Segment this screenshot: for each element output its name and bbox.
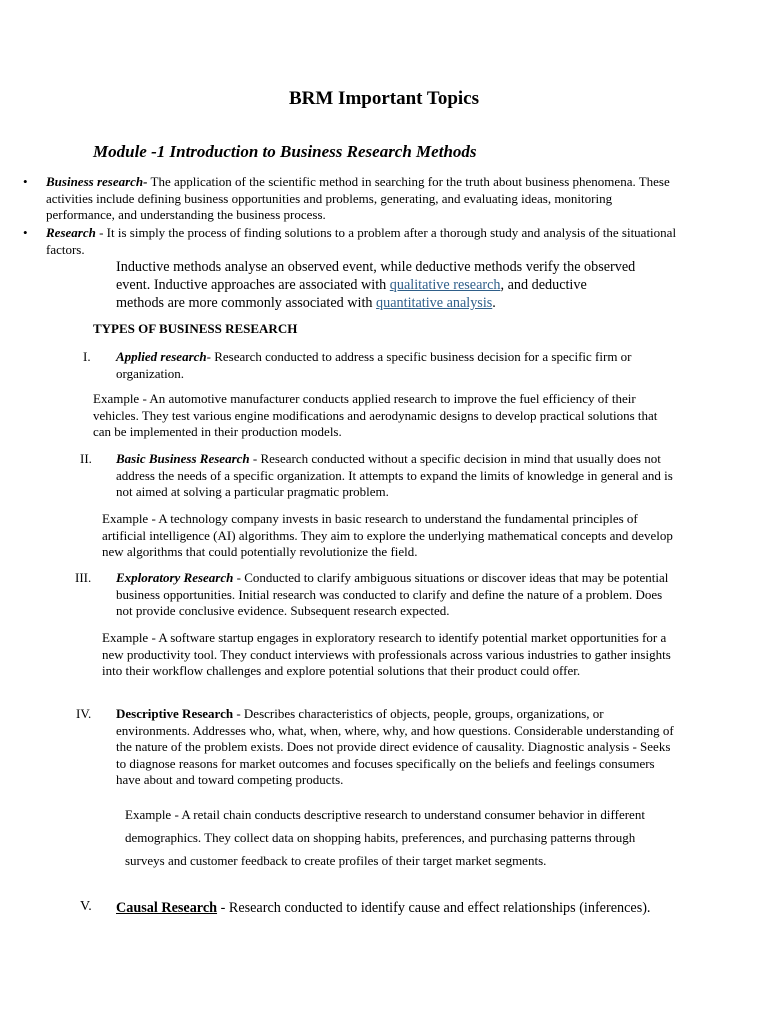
type-term: Applied research bbox=[116, 349, 207, 364]
inductive-paragraph bbox=[116, 258, 636, 312]
type-term: Exploratory Research bbox=[116, 570, 234, 585]
example-exploratory: Example - A software startup engages in exploratory research to identify potential market opportunities for a new productivity tool. They conduct interviews with professionals across various industries to gather insights into their workflow challenges and explore potential solutions that their product could offer. bbox=[102, 630, 671, 678]
type-term: Basic Business Research bbox=[116, 451, 250, 466]
types-heading: TYPES OF BUSINESS RESEARCH bbox=[93, 321, 298, 336]
bullet-term: Research bbox=[46, 225, 96, 240]
example-applied: Example - An automotive manufacturer conducts applied research to improve the fuel efficiency of their vehicles. They test various engine modifications and aerodynamic designs to develop practical solutions that can be implemented in their production models. bbox=[93, 391, 658, 439]
bullet-research bbox=[46, 225, 678, 258]
type-term: Descriptive Research bbox=[116, 706, 234, 721]
type-term: Causal Research bbox=[116, 900, 218, 916]
bullet-text: The application of the scientific method in searching for the truth about business phenomena. These activities include defining business opportunities and problems, generating, and evaluating ideas, monitoring performance, and understanding the business process. bbox=[46, 174, 670, 222]
quantitative-analysis-link[interactable]: quantitative analysis bbox=[376, 295, 493, 311]
bullet-text: - It is simply the process of finding solutions to a problem after a thorough study and analysis of the situational factors. bbox=[46, 225, 677, 257]
module-heading: Module -1 Introduction to Business Research Methods bbox=[93, 142, 477, 161]
bullet-marker: • bbox=[23, 174, 28, 189]
type-causal-research bbox=[116, 899, 656, 917]
type-applied-research bbox=[116, 349, 676, 382]
inductive-text-3: . bbox=[492, 295, 496, 311]
example-basic: Example - A technology company invests in basic research to understand the fundamental principles of artificial intelligence (AI) algorithms. They aim to explore the underlying mathematical concepts and develop new algorithms that could potentially revolutionize the field. bbox=[102, 511, 673, 559]
inductive-text-2: , and deductive methods are more commonly associated with bbox=[116, 277, 587, 311]
bullet-term: Business research- bbox=[46, 174, 148, 189]
type-text: - Research conducted without a specific decision in mind that usually does not address the needs of a specific organization. It attempts to expand the limits of knowledge in general and is not aimed at solving a particular pragmatic problem. bbox=[116, 451, 673, 499]
type-numeral: I. bbox=[83, 349, 91, 364]
type-text: - Research conducted to identify cause and effect relationships (inferences). bbox=[217, 900, 651, 916]
bullet-business-research bbox=[46, 174, 678, 224]
type-exploratory-research bbox=[116, 570, 676, 620]
type-basic-research bbox=[116, 451, 676, 501]
page-title: BRM Important Topics bbox=[288, 88, 480, 109]
type-text: - Describes characteristics of objects, people, groups, organizations, or environments. Addresses who, what, when, where, why, and how questions. Considerable understanding of the nature of the problem exists. Does not provide direct evidence of causality. Diagnostic analysis - Seeks to diagnose reasons for market outcomes and focuses specifically on the beliefs and feelings consumers have about and toward competing products. bbox=[116, 706, 674, 787]
example-descriptive: Example - A retail chain conducts descriptive research to understand consumer behavior in different demographics. They collect data on shopping habits, preferences, and purchasing patterns through surveys and customer feedback to create profiles of their target market segments. bbox=[125, 807, 645, 868]
type-text: - Conducted to clarify ambiguous situations or discover ideas that may be potential business opportunities. Initial research was conducted to clarify and define the nature of a problem. Does not provide conclusive evidence. Subsequent research expected. bbox=[116, 570, 669, 618]
inductive-text-1: Inductive methods analyse an observed event, while deductive methods verify the observed event. Inductive approaches are associated with bbox=[116, 259, 636, 293]
type-numeral: III. bbox=[75, 570, 92, 585]
type-numeral: V. bbox=[80, 899, 92, 914]
qualitative-research-link[interactable]: qualitative research bbox=[389, 277, 501, 293]
type-numeral: IV. bbox=[76, 706, 92, 721]
type-numeral: II. bbox=[80, 451, 92, 466]
bullet-marker: • bbox=[23, 225, 28, 240]
type-descriptive-research bbox=[116, 706, 676, 789]
type-text: - Research conducted to address a specific business decision for a specific firm or organization. bbox=[116, 349, 632, 381]
